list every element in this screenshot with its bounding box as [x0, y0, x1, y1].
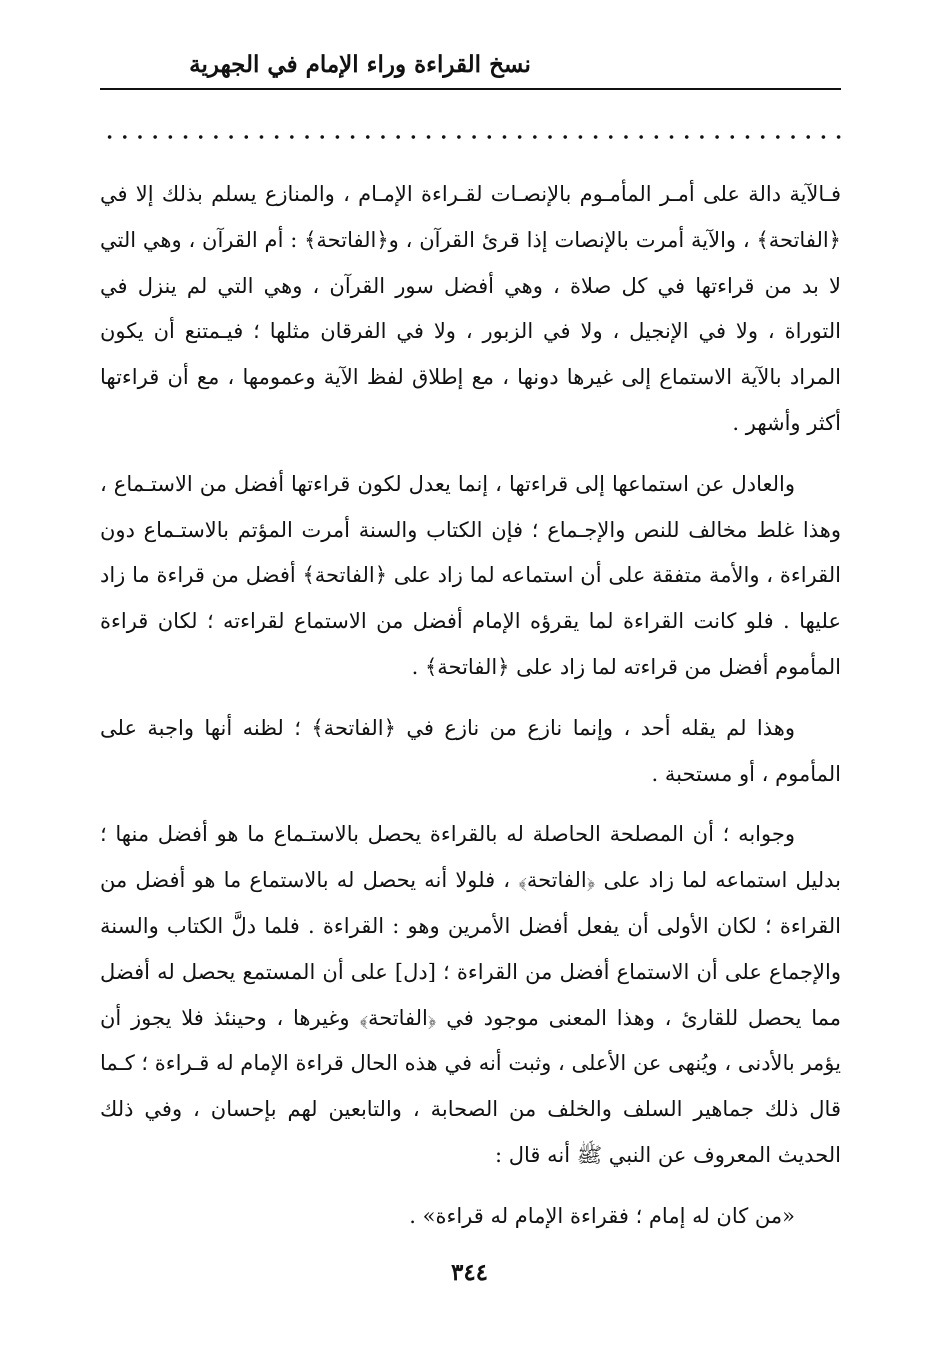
dotted-separator: [100, 122, 841, 152]
paragraph: وجوابه ؛ أن المصلحة الحاصلة له بالقراءة يحصل بالاستـماع ما هو أفضل منها ؛ بدليل استماعه لما زاد على ﴿الفاتحة﴾ ، فلولا أنه يحصل له بالاستماع ما هو أفضل من القراءة ؛ لكان الأولى أن يفعل أفضل الأمرين وهو : القراءة . فلما دلَّ الكتاب والسنة والإجماع على أن الاستماع أفضل من القراءة ؛ [دل] على أن المستمع يحصل له أفضل مما يحصل للقارئ ، وهذا المعنى موجود في ﴿الفاتحة﴾ وغيرها ، وحينئذ فلا يجوز أن يؤمر بالأدنى ، ويُنهى عن الأعلى ، وثبت أنه في هذه الحال قراءة الإمام له قـراءة ؛ كـما قال ذلك جماهير السلف والخلف من الصحابة ، والتابعين لهم بإحسان ، وفي ذلك الحديث المعروف عن النبي ﷺ أنه قال :: [100, 822, 841, 1167]
running-header-title: نسخ القراءة وراء الإمام في الجهرية: [189, 51, 531, 78]
hadith-quote: «من كان له إمام ؛ فقراءة الإمام له قراءة» .: [409, 1203, 795, 1228]
header-rule: [100, 88, 841, 90]
paragraph: والعادل عن استماعها إلى قراءتها ، إنما يعدل لكون قراءتها أفضل من الاستـماع ، وهذا غلط مخالف للنص والإجـماع ؛ فإن الكتاب والسنة أمرت المؤتم بالاستـماع دون القراءة ، والأمة متفقة على أن استماعه لما زاد على ﴿الفاتحة﴾ أفضل من قراءة ما زاد عليها . فلو كانت القراءة لما يقرؤه الإمام أفضل من الاستماع لقراءته ؛ لكان قراءة المأموم أفضل من قراءته لما زاد على ﴿الفاتحة﴾ .: [100, 471, 841, 679]
paragraph: فـالآية دالة على أمـر المأمـوم بالإنصـات لقـراءة الإمـام ، والمنازع يسلم بذلك إلا في ﴿الفاتحة﴾ ، والآية أمرت بالإنصات إذا قرئ القرآن ، و﴿الفاتحة﴾ : أم القرآن ، وهي التي لا بد من قراءتها في كل صلاة ، وهي أفضل سور القرآن ، وهي التي لم ينزل في التوراة ، ولا في الإنجيل ، ولا في الزبور ، ولا في الفرقان مثلها ؛ فيـمتنع أن يكون المراد بالآية الاستماع إلى غيرها دونها ، مع إطلاق لفظ الآية وعمومها ، مع أن قراءتها أكثر وأشهر .: [100, 182, 841, 435]
paragraph: وهذا لم يقله أحد ، وإنما نازع من نازع في ﴿الفاتحة﴾ ؛ لظنه أنها واجبة على المأموم ، أو مستحبة .: [100, 715, 841, 786]
main-text: [100, 172, 841, 1255]
page-number: ٣٤٤: [450, 1259, 489, 1286]
